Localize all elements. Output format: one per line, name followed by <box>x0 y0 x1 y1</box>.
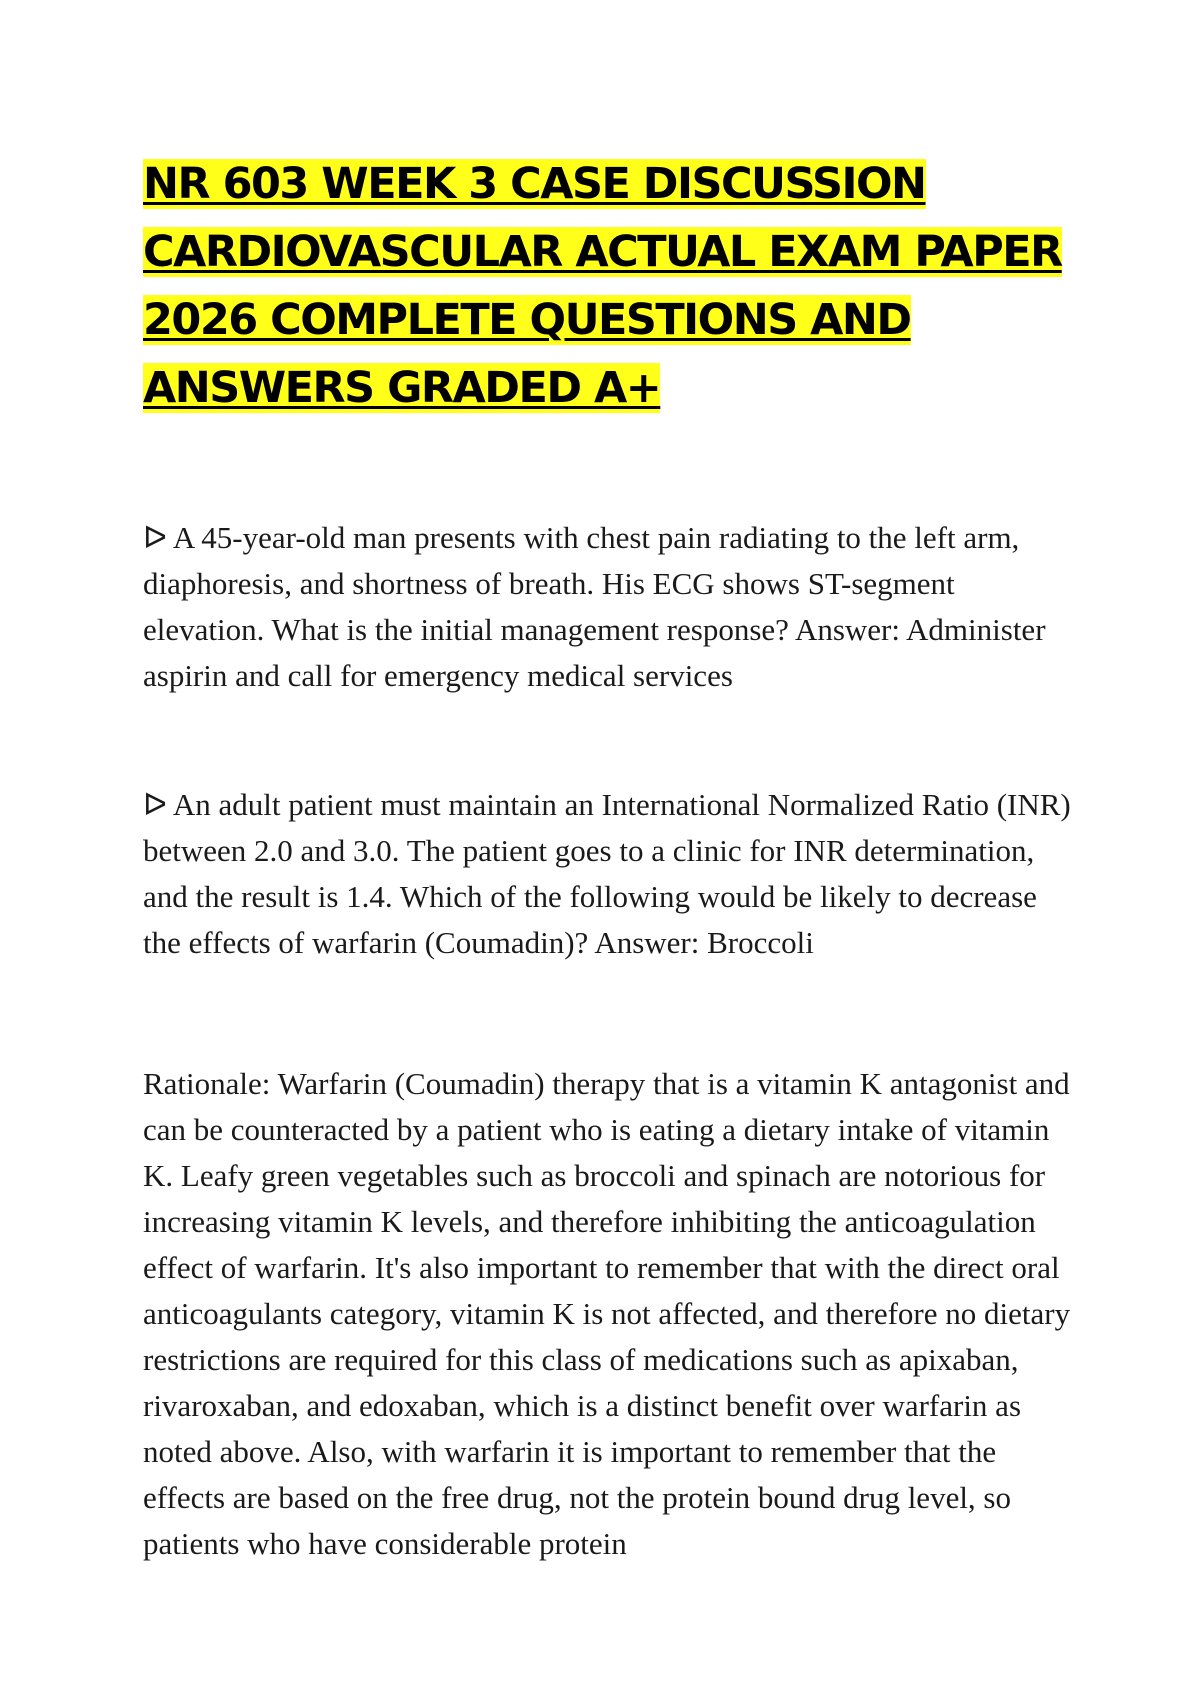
title-line-4: ANSWERS GRADED A+ <box>143 363 661 413</box>
question-1-text: A 45-year-old man presents with chest pain radiating to the left arm, diaphoresis, and shortness of breath. His ECG shows ST-segment elevation. What is the initial management response? Answer: Administer aspirin and call for emergency medical services <box>143 520 1046 693</box>
rationale-paragraph: Rationale: Warfarin (Coumadin) therapy that is a vitamin K antagonist and can be counteracted by a patient who is eating a dietary intake of vitamin K. Leafy green vegetables such as broccoli and spinach are notorious for increasing vitamin K levels, and therefore inhibiting the anticoagulation effect of warfarin. It's also important to remember that with the direct oral anticoagulants category, vitamin K is not affected, and therefore no dietary restrictions are required for this class of medications such as apixaban, rivaroxaban, and edoxaban, which is a distinct benefit over warfarin as noted above. Also, with warfarin it is important to remember that the effects are based on the free drug, not the protein bound drug level, so patients who have considerable protein <box>143 1066 1071 1561</box>
title-line-1: NR 603 WEEK 3 CASE DISCUSSION <box>143 159 926 209</box>
title-line-3: 2026 COMPLETE QUESTIONS AND <box>143 295 911 345</box>
title-line-2: CARDIOVASCULAR ACTUAL EXAM PAPER <box>143 227 1062 277</box>
question-2-text: An adult patient must maintain an International Normalized Ratio (INR) between 2.0 and 3.0. The patient goes to a clinic for INR determination, and the result is 1.4. Which of the following would be likely to decrease the effects of warfarin (Coumadin)? Answer: Broccoli <box>143 787 1071 960</box>
bullet-arrow-icon: ᐅ <box>143 520 167 555</box>
bullet-arrow-icon: ᐅ <box>143 787 167 822</box>
question-1 <box>143 515 1073 699</box>
document-title <box>143 150 1073 422</box>
document-content <box>143 150 1073 1567</box>
question-2 <box>143 782 1073 966</box>
